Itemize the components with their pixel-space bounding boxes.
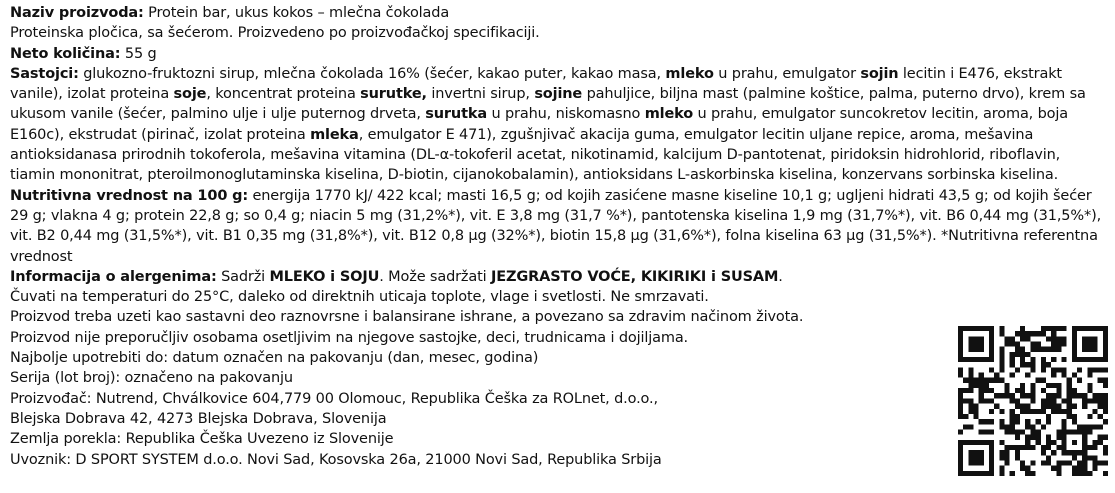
allergen-highlight: mleka bbox=[310, 126, 359, 143]
product-name-line bbox=[10, 3, 1105, 23]
allergen-highlight: mleko bbox=[644, 106, 694, 123]
ingredients-text: glukozno-fruktozni sirup, mlečna čokolada 16% (šećer, kakao puter, kakao masa, bbox=[78, 65, 666, 82]
lot-number: Serija (lot broj): označeno na pakovanju bbox=[10, 370, 293, 387]
product-name-label: Naziv proizvoda: bbox=[10, 5, 144, 21]
net-quantity-value: 55 g bbox=[120, 45, 157, 62]
allergen-highlight: mleko bbox=[665, 65, 714, 82]
importer: Uvoznik: D SPORT SYSTEM d.o.o. Novi Sad, Kosovska 26a, 21000 Novi Sad, Republika Srbija bbox=[10, 451, 662, 468]
ingredients-text: u prahu, emulgator suncokretov lecitin, aroma, boja E160c), ekstrudat (pirinač, izolat proteina bbox=[10, 106, 1068, 143]
allergen-highlight: surutka bbox=[425, 106, 488, 123]
manufacturer-line-2: Blejska Dobrava 42, 4273 Blejska Dobrava, Slovenija bbox=[10, 410, 387, 427]
product-description: Proteinska pločica, sa šećerom. Proizvedeno po proizvođačkoj specifikaciji. bbox=[10, 25, 540, 42]
allergen-highlight: soje bbox=[173, 86, 207, 103]
allergen-highlight: sojine bbox=[534, 86, 583, 103]
storage-instructions: Čuvati na temperaturi do 25°C, daleko od direktnih uticaja toplote, vlage i svetlosti. Ne smrzavati. bbox=[10, 289, 709, 306]
diet-note: Proizvod treba uzeti kao sastavni deo raznovrsne i balansirane ishrane, a povezano sa zdravim načinom života. bbox=[10, 309, 804, 326]
ingredients-paragraph bbox=[10, 64, 1105, 186]
allergen-info-text: . Može sadržati bbox=[379, 268, 492, 285]
nutrition-text: energija 1770 kJ/ 422 kcal; masti 16,5 g; od kojih zasićene masne kiseline 10,1 g; ugljeni hidrati 43,5 g; od kojih šećer 29 g; vlakna 4 g; protein 22,8 g; so 0,4 g; niacin 5 mg (31,2%*), vit. E 3,8 mg (31,7 %*), pantotenska kiselina 1,9 mg (31,7%*), vit. B6 0,44 mg (31,5%*), vit. B2 0,44 mg (31,5%*), vit. B1 0,35 mg (31,8%*), vit. B12 0,8 µg (32%*), biotin 15,8 µg (31,6%*), folna kiselina 63 µg (31,5%*). *Nutritivna referentna vrednost bbox=[10, 187, 1102, 265]
product-name-value: Protein bar, ukus kokos – mlečna čokolada bbox=[143, 5, 450, 21]
allergen-info-text: . bbox=[778, 268, 783, 285]
nutrition-paragraph bbox=[10, 186, 1105, 267]
ingredients-label: Sastojci: bbox=[10, 65, 79, 82]
allergen-info-text: Sadrži bbox=[216, 268, 270, 285]
ingredients-text: invertni sirup, bbox=[426, 86, 535, 103]
allergen-may-contain: JEZGRASTO VOĆE, KIKIRIKI i SUSAM bbox=[491, 268, 779, 285]
ingredients-text: pahuljice, biljna mast (palmine koštice, palma, puterno drvo), krem sa ukusom vanile (šećer, palmino ulje i ulje puternog drveta, bbox=[10, 86, 1086, 123]
product-label bbox=[10, 3, 1105, 470]
ingredients-text: u prahu, emulgator bbox=[713, 65, 861, 82]
net-quantity-label: Neto količina: bbox=[10, 45, 121, 62]
ingredients-text: , koncentrat proteina bbox=[206, 86, 361, 103]
allergen-contains: MLEKO i SOJU bbox=[269, 268, 380, 285]
qr-code-icon bbox=[958, 326, 1108, 476]
qr-code-graphic bbox=[958, 326, 1108, 476]
ingredients-text: lecitin i E476, ekstrakt vanile), izolat proteina bbox=[10, 65, 1062, 103]
best-before: Najbolje upotrebiti do: datum označen na pakovanju (dan, mesec, godina) bbox=[10, 350, 539, 367]
allergen-highlight: surutke, bbox=[360, 86, 427, 103]
warning-note: Proizvod nije preporučljiv osobama osetljivim na njegove sastojke, deci, trudnicama i dojiljama. bbox=[10, 329, 689, 346]
nutrition-label: Nutritivna vrednost na 100 g: bbox=[10, 187, 249, 204]
allergen-info-line bbox=[10, 267, 1105, 287]
ingredients-text: , emulgator E 471), zgušnjivač akacija guma, emulgator lecitin uljane repice, aroma, mešavina antioksidanasa prirodnih tokoferola, mešavina vitamina (DL-α-tokoferil acetat, nikotinamid, kalcijum D-pantotenat, piridoksin hidrohlorid, riboflavin, tiamin mononitrat, pteroilmonoglutaminska kiselina, D-biotin, cijanokobalamin), antioksidans L-askorbinska kiselina, konzervans sorbinska kiselina. bbox=[10, 126, 1061, 184]
country-of-origin: Zemlja porekla: Republika Češka Uvezeno iz Slovenije bbox=[10, 431, 394, 448]
allergen-highlight: sojin bbox=[860, 65, 899, 82]
allergen-info-label: Informacija o alergenima: bbox=[10, 268, 217, 285]
ingredients-text: u prahu, niskomasno bbox=[487, 106, 645, 123]
net-quantity-line bbox=[10, 44, 1105, 64]
manufacturer-line-1: Proizvođač: Nutrend, Chválkovice 604,779 00 Olomouc, Republika Češka za ROLnet, d.o.o., bbox=[10, 390, 658, 407]
